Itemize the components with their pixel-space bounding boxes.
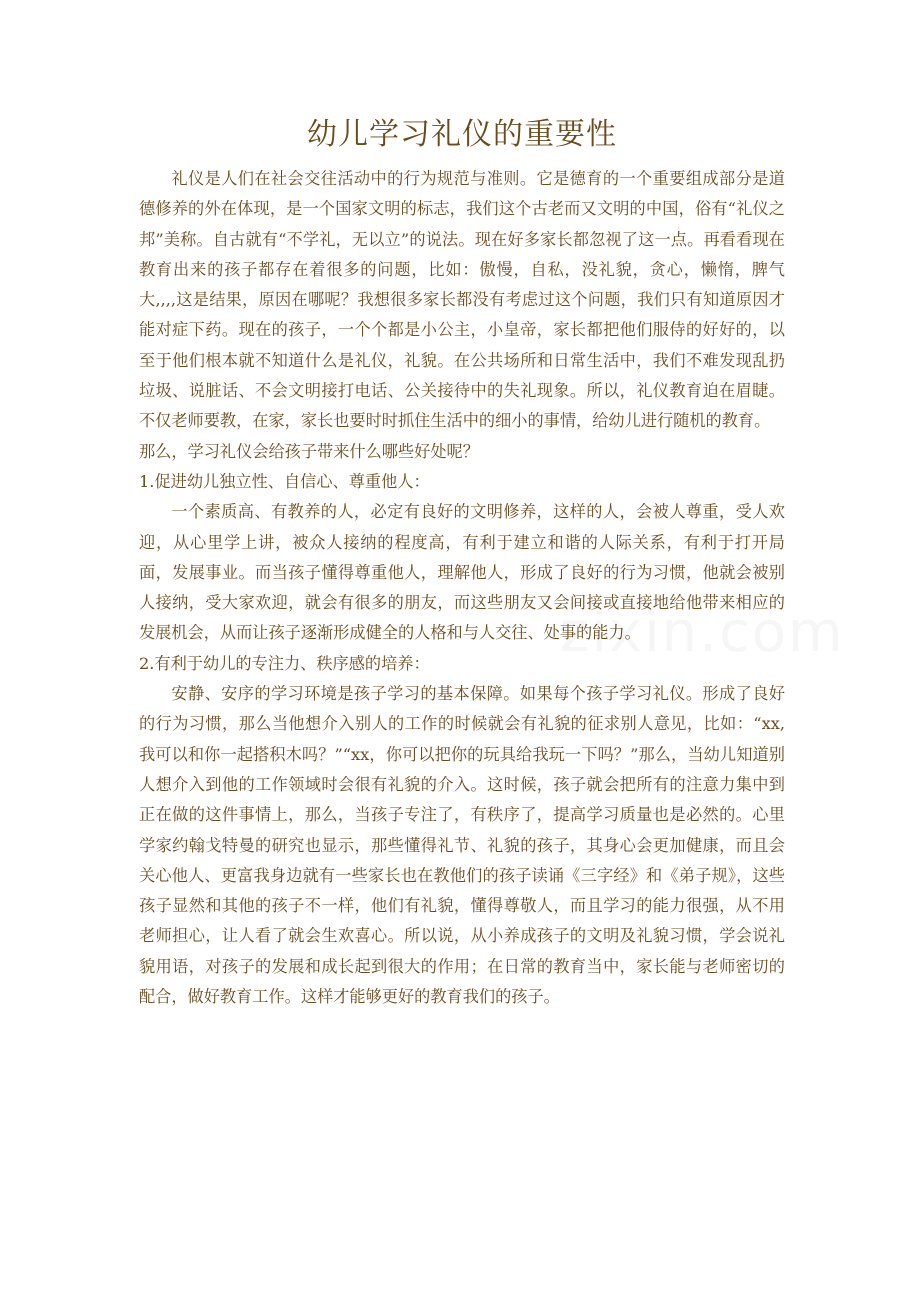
paragraph-section-2: 安静、安序的学习环境是孩子学习的基本保障。如果每个孩子学习礼仪。形成了良好的行为习惯，那么当他想介入别人的工作的时候就会有礼貌的征求别人意见，比如：“xx,我可以和你一起搭积木吗？”“xx，你可以把你的玩具给我玩一下吗？”那么，当幼儿知道别人想介入到他的工作领域时会很有礼貌的介入。这时候，孩子就会把所有的注意力集中到正在做的这件事情上，那么，当孩子专注了，有秩序了，提高学习质量也是必然的。心里学家约翰戈特曼的研究也显示，那些懂得礼节、礼貌的孩子，其身心会更加健康，而且会关心他人、更富我身边就有一些家长也在教他们的孩子读诵《三字经》和《弟子规》，这些孩子显然和其他的孩子不一样，他们有礼貌，懂得尊敬人，而且学习的能力很强，从不用老师担心，让人看了就会生欢喜心。所以说，从小养成孩子的文明及礼貌习惯，学会说礼貌用语，对孩子的发展和成长起到很大的作用；在日常的教育当中，家长能与老师密切的配合，做好教育工作。这样才能够更好的教育我们的孩子。 — [139, 684, 785, 1007]
section-heading-2: 2.有利于幼儿的专注力、秩序感的培养： — [139, 653, 430, 673]
document-page — [139, 110, 785, 1012]
watermark: zixin.com — [560, 600, 845, 665]
paragraph-question: 那么，学习礼仪会给孩子带来什么哪些好处呢？ — [139, 441, 479, 461]
paragraph-section-1: 一个素质高、有教养的人，必定有良好的文明修养，这样的人，会被人尊重，受人欢迎，从心里学上讲，被众人接纳的程度高，有利于建立和谐的人际关系，有利于打开局面，发展事业。而当孩子懂得尊重他人，理解他人，形成了良好的行为习惯，他就会被别人接纳，受大家欢迎，就会有很多的朋友，而这些朋友又会间接或直接地给他带来相应的发展机会，从而让孩子逐渐形成健全的人格和与人交往、处事的能力。 — [139, 502, 785, 643]
section-heading-1: 1.促进幼儿独立性、自信心、尊重他人： — [139, 471, 430, 491]
paragraph-intro: 礼仪是人们在社会交往活动中的行为规范与准则。它是德育的一个重要组成部分是道德修养的外在体现，是一个国家文明的标志，我们这个古老而又文明的中国，俗有“礼仪之邦”美称。自古就有“不学礼，无以立”的说法。现在好多家长都忽视了这一点。再看看现在教育出来的孩子都存在着很多的问题，比如：傲慢，自私，没礼貌，贪心，懒惰，脾气大,,,,这是结果，原因在哪呢？我想很多家长都没有考虑过这个问题，我们只有知道原因才能对症下药。现在的孩子，一个个都是小公主，小皇帝，家长都把他们服侍的好好的，以至于他们根本就不知道什么是礼仪，礼貌。在公共场所和日常生活中，我们不难发现乱扔垃圾、说脏话、不会文明接打电话、公关接待中的失礼现象。所以，礼仪教育迫在眉睫。不仅老师要教，在家，家长也要时时抓住生活中的细小的事情，给幼儿进行随机的教育。 — [139, 169, 785, 431]
document-title: 幼儿学习礼仪的重要性 — [307, 117, 617, 152]
